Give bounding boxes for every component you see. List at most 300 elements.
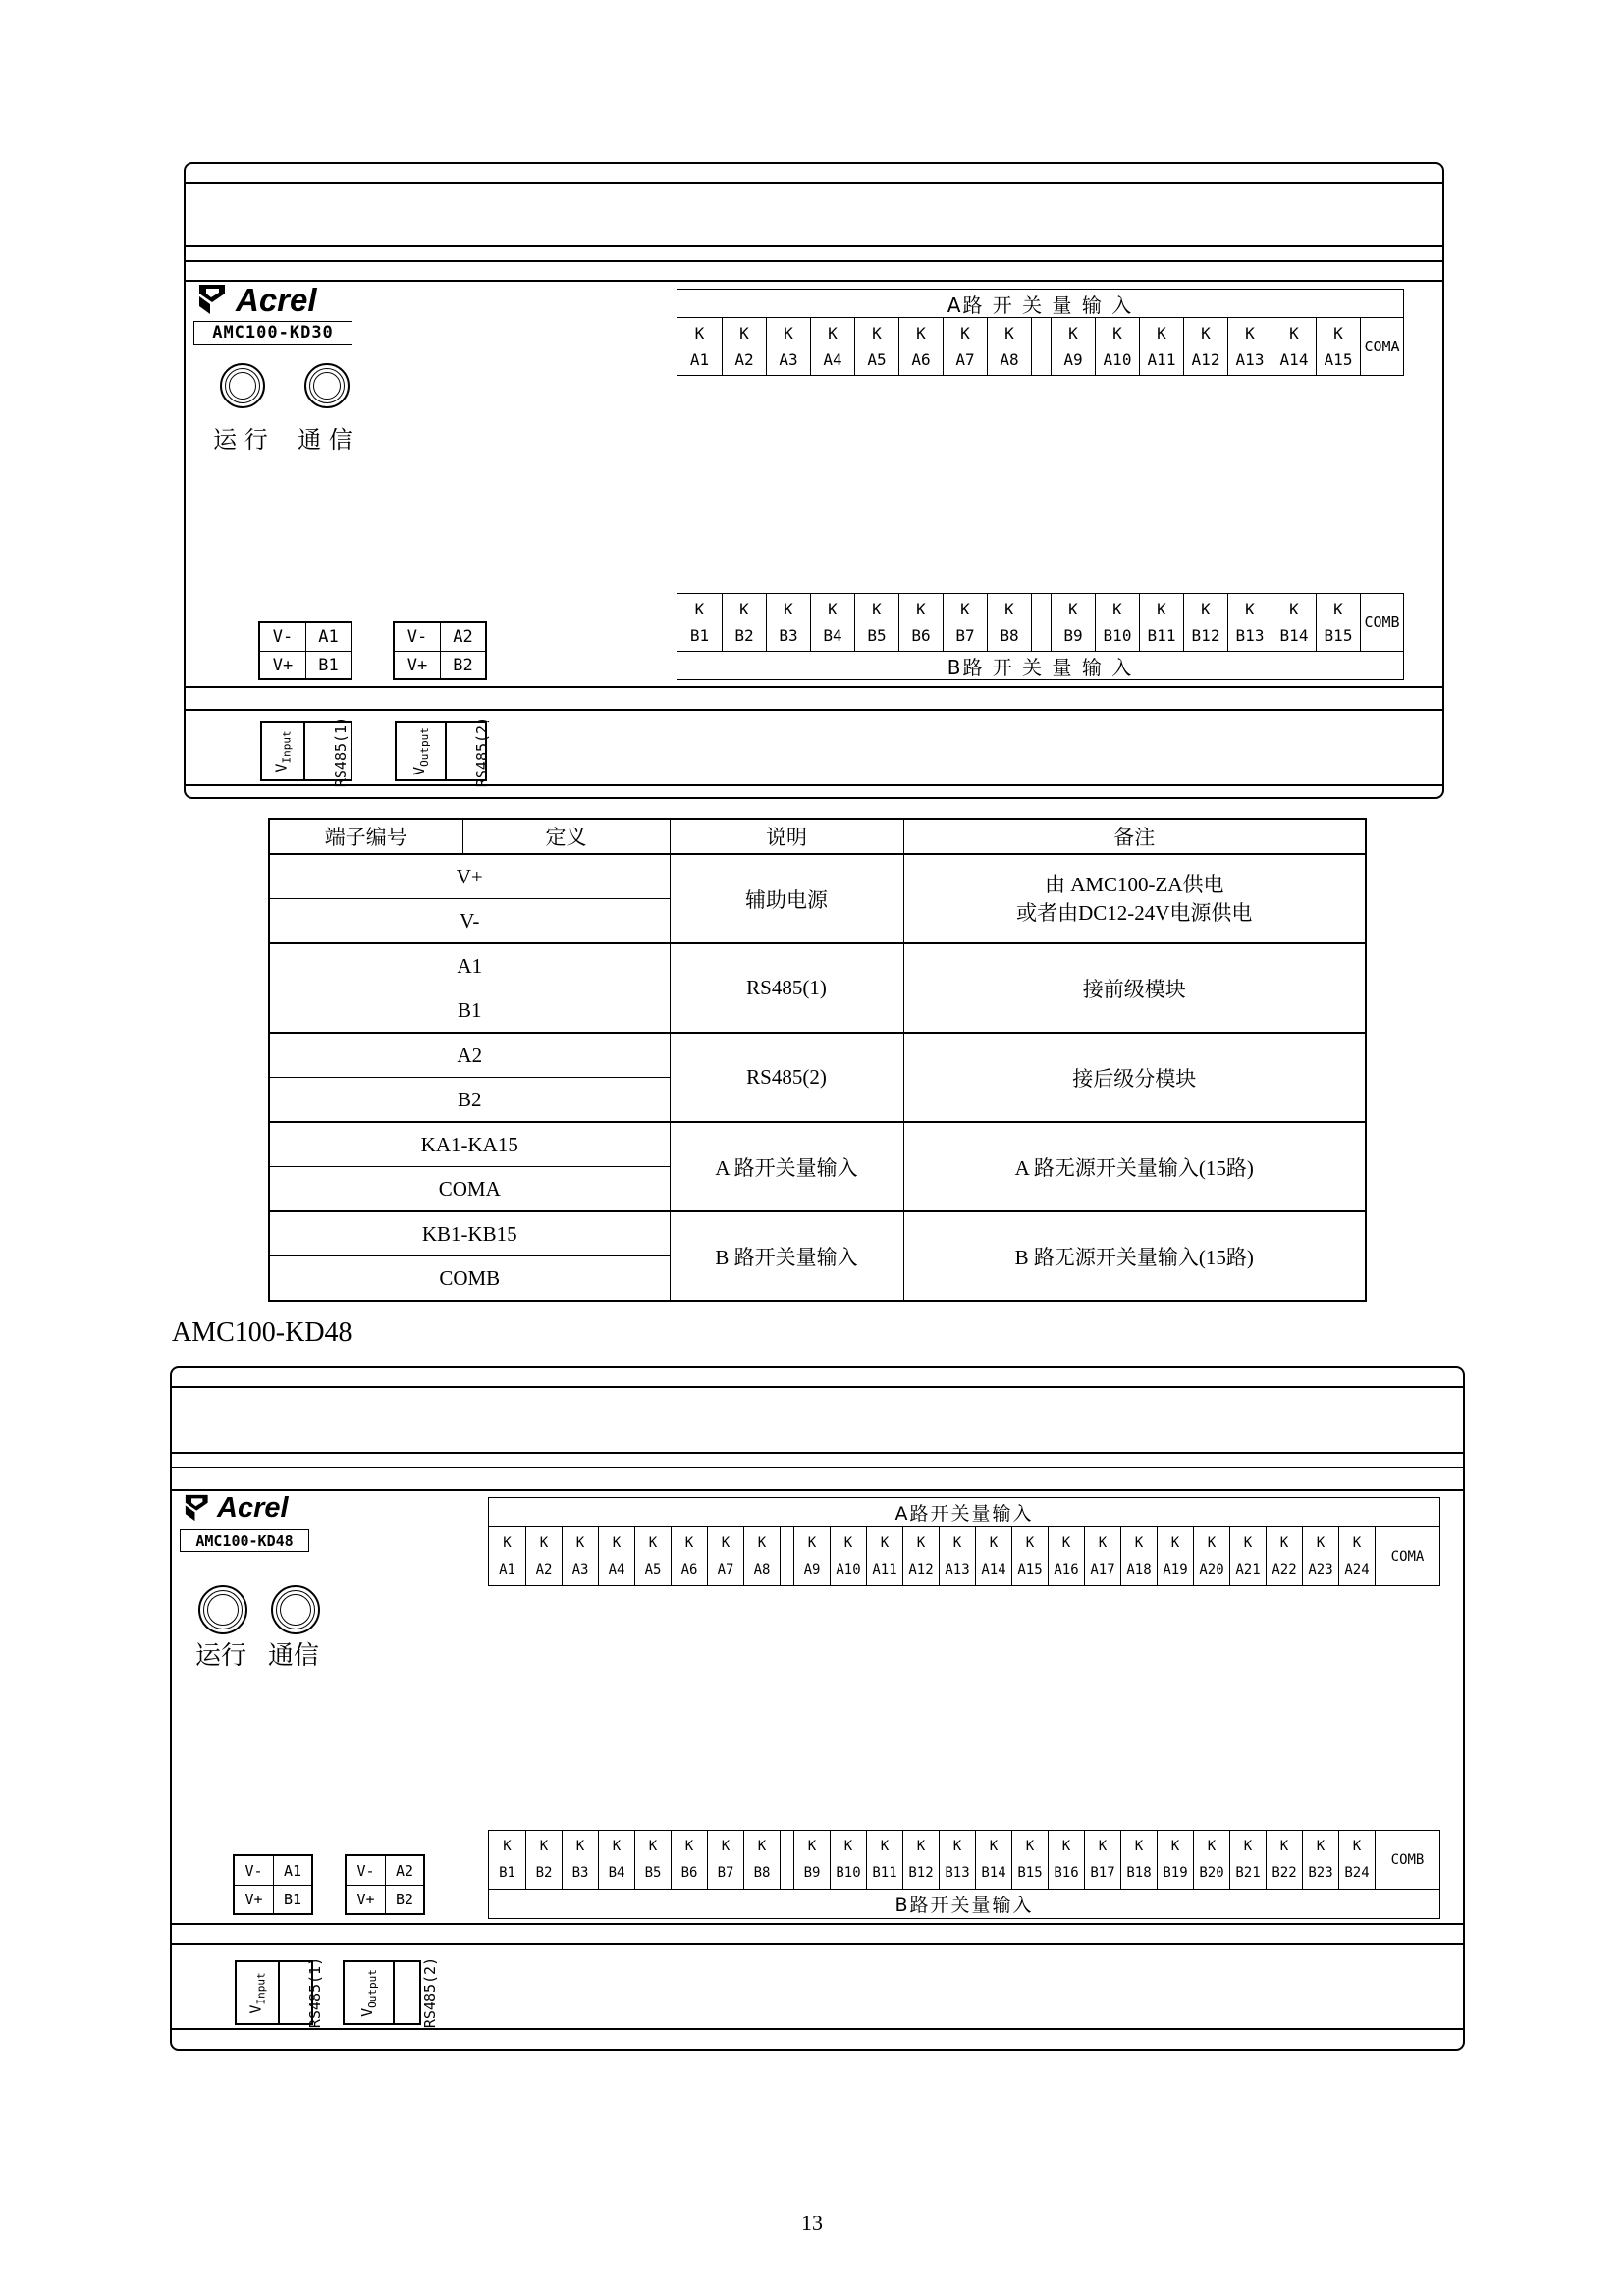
terminal-b2: B2 [440,651,485,678]
channel-label: A6 [911,350,931,369]
terminal-cell-b6 [898,594,943,651]
v-input-label: $V_{Input}$ [272,730,294,773]
channel-label: B19 [1163,1865,1188,1882]
terminal-cell-b12 [902,1831,939,1889]
terminal-v-minus: V- [244,1861,263,1880]
run-led-icon [220,363,265,408]
port-box-1 [235,1956,325,2029]
terminal-cell-a13 [1227,318,1272,375]
divider-line [172,1452,1463,1454]
table-row [269,854,1366,899]
terminal-cell-a4 [598,1527,634,1585]
table-row [269,1211,1366,1256]
v-output-port [345,1962,393,2023]
k-label: K [612,1534,622,1551]
terminal-cell-a7 [707,1527,743,1585]
terminal-cell-b12 [1183,594,1227,651]
acrel-logo-icon [197,284,231,315]
terminal-v-plus: V+ [395,651,440,678]
v-output-label: $V_{Output}$ [409,727,431,775]
channel-label: B7 [955,626,975,645]
channel-label: A7 [717,1562,734,1578]
k-label: K [960,600,970,618]
channel-label: B24 [1344,1865,1370,1882]
channel-label: B10 [1103,626,1132,645]
k-label: K [1279,1838,1289,1854]
terminal-cell-a19 [1157,1527,1193,1585]
terminal-cell-b15 [1316,594,1360,651]
divider-line [172,1943,1463,1945]
model-label: AMC100-KD30 [193,321,352,345]
remark-cell: 接后级分模块 [903,1033,1366,1122]
k-label: K [1243,1534,1253,1551]
port-box-1 [260,716,352,787]
k-label: K [1025,1838,1035,1854]
k-label: K [880,1534,890,1551]
terminal-cell-b9 [1051,594,1095,651]
channel-label: B21 [1235,1865,1261,1882]
divider-line [186,260,1442,262]
k-label: K [916,324,926,343]
channel-label: B4 [823,626,842,645]
k-label: K [828,600,838,618]
terminal-cell-b6 [671,1831,707,1889]
section-label: AMC100-KD48 [172,1317,352,1348]
k-label: K [1352,1838,1362,1854]
terminal-gap [780,1831,793,1889]
terminal-cell-a7 [943,318,987,375]
block-b-terminals [488,1830,1440,1890]
terminal-cell-a20 [1193,1527,1229,1585]
k-label: K [1004,324,1014,343]
k-label: K [1316,1838,1326,1854]
rs485-2-label: RS485(2) [420,1956,439,2029]
port-box-2 [343,1956,439,2029]
model-label: AMC100-KD48 [180,1529,309,1552]
channel-label: A22 [1272,1562,1297,1578]
k-label: K [721,1534,731,1551]
channel-label: A21 [1235,1562,1261,1578]
terminal-b2: B2 [385,1885,423,1913]
input-block-b [677,593,1404,680]
k-label: K [1157,324,1166,343]
k-label: K [1201,324,1211,343]
terminal-cell-b11 [866,1831,902,1889]
channel-label: B1 [689,626,710,645]
terminal-cell-a11 [1139,318,1183,375]
k-label: K [503,1534,512,1551]
terminal-cell-a4 [810,318,854,375]
k-label: K [916,1534,926,1551]
terminal-cell-a23 [1302,1527,1338,1585]
terminal-cell-a10 [830,1527,866,1585]
divider-line [186,709,1442,711]
divider-line [172,1467,1463,1468]
com-terminal-cell: COMB [1360,594,1403,651]
terminal-cell-b16 [1048,1831,1084,1889]
comm-led-icon [304,363,350,408]
channel-label: B13 [945,1865,970,1882]
terminal-a1: A1 [273,1856,311,1885]
rs485-2-label: RS485(2) [472,716,491,787]
comm-led-label: 通 信 [298,426,352,454]
channel-label: B1 [499,1865,515,1882]
channel-label: B5 [867,626,887,645]
divider-line [172,1489,1463,1491]
terminal-cell-b3 [562,1831,598,1889]
terminal-cell-b10 [830,1831,866,1889]
k-label: K [1061,1838,1071,1854]
channel-label: A23 [1308,1562,1333,1578]
remark-cell: 接前级模块 [903,943,1366,1033]
description-cell: RS485(1) [670,943,903,1033]
terminal-cell-b13 [1227,594,1272,651]
channel-label: A24 [1344,1562,1370,1578]
terminal-cell: V- [269,899,670,944]
block-b-terminals [677,593,1404,652]
k-label: K [916,1838,926,1854]
terminal-cell-a10 [1095,318,1139,375]
com-terminal-cell: COMA [1375,1527,1439,1585]
k-label: K [1289,324,1299,343]
channel-label: A5 [644,1562,662,1578]
channel-label: B9 [1063,626,1083,645]
description-cell: B 路开关量输入 [670,1211,903,1301]
led-ring [229,372,256,400]
channel-label: B15 [1324,626,1353,645]
remark-line: 或者由DC12-24V电源供电 [1016,900,1253,925]
terminal-cell-a18 [1120,1527,1157,1585]
channel-label: A8 [753,1562,771,1578]
brand-name: Acrel [217,1492,289,1523]
terminal-cell-b9 [793,1831,830,1889]
channel-label: B2 [734,626,754,645]
channel-label: A11 [872,1562,897,1578]
terminal-cell-a21 [1229,1527,1266,1585]
terminal-cell-b19 [1157,1831,1193,1889]
k-label: K [807,1838,817,1854]
terminal-cell-b17 [1084,1831,1120,1889]
divider-line [186,686,1442,688]
terminal-cell-b2 [525,1831,562,1889]
device-panel-amc100-kd48 [170,1366,1465,2051]
k-label: K [1170,1838,1180,1854]
terminal-cell-b24 [1338,1831,1375,1889]
k-label: K [843,1838,853,1854]
terminal-cell-b18 [1120,1831,1157,1889]
terminal-cell-a24 [1338,1527,1375,1585]
terminal-cell-b10 [1095,594,1139,651]
channel-label: B13 [1235,626,1265,645]
table-row [269,943,1366,988]
input-block-a [677,289,1404,376]
col-definition: 定义 [462,819,670,854]
terminal-cell-b15 [1011,1831,1048,1889]
channel-label: B16 [1054,1865,1079,1882]
terminal-cell-a6 [898,318,943,375]
terminal-cell-a14 [975,1527,1011,1585]
terminal-cell-b3 [766,594,810,651]
terminal-cell-b14 [975,1831,1011,1889]
terminal-cell: KA1-KA15 [269,1122,670,1167]
divider-line [186,245,1442,247]
k-label: K [739,600,749,618]
power-terminal-block-1 [233,1854,313,1915]
terminal-cell-a17 [1084,1527,1120,1585]
k-label: K [880,1838,890,1854]
block-a-terminals [488,1527,1440,1586]
channel-label: A13 [945,1562,970,1578]
k-label: K [960,324,970,343]
k-label: K [952,1838,962,1854]
channel-label: A1 [499,1562,515,1578]
k-label: K [1112,600,1122,618]
terminal-cell-b4 [810,594,854,651]
v-input-label: $V_{Input}$ [246,1971,268,2014]
terminal-cell-a11 [866,1527,902,1585]
channel-label: A4 [608,1562,625,1578]
run-led-label: 运行 [194,1641,246,1671]
col-terminal-number: 端子编号 [269,819,462,854]
terminal-cell-a14 [1272,318,1316,375]
k-label: K [648,1838,658,1854]
device-panel-amc100-kd30 [184,162,1444,799]
channel-label: B10 [836,1865,861,1882]
k-label: K [1112,324,1122,343]
terminal-cell-a13 [939,1527,975,1585]
k-label: K [916,600,926,618]
terminal-cell: KB1-KB15 [269,1211,670,1256]
terminal-cell-a5 [634,1527,671,1585]
divider-line [186,784,1442,786]
remark-cell: A 路无源开关量输入(15路) [903,1122,1366,1211]
k-label: K [1245,600,1255,618]
k-label: K [612,1838,622,1854]
power-terminal-block-2 [345,1854,425,1915]
channel-label: A11 [1147,350,1176,369]
rs485-2-port [393,1956,465,2029]
channel-label: A19 [1163,1562,1188,1578]
terminal-v-minus: V- [356,1861,375,1880]
rs485-1-port [278,1956,351,2029]
v-output-port [397,723,445,779]
channel-label: B6 [911,626,931,645]
terminal-cell-a6 [671,1527,707,1585]
k-label: K [1289,600,1299,618]
block-b-title: B路开关量输入 [488,1890,1440,1919]
divider-line [172,2028,1463,2030]
channel-label: A14 [1279,350,1309,369]
channel-label: A4 [823,350,842,369]
channel-label: B14 [1279,626,1309,645]
terminal-v-minus: V- [406,627,428,647]
terminal-cell-a5 [854,318,898,375]
com-terminal-cell: COMB [1375,1831,1439,1889]
k-label: K [503,1838,512,1854]
brand-name: Acrel [236,282,317,318]
k-label: K [1207,1534,1217,1551]
k-label: K [1134,1534,1144,1551]
k-label: K [1201,600,1211,618]
k-label: K [989,1534,999,1551]
description-cell: RS485(2) [670,1033,903,1122]
block-a-terminals [677,318,1404,376]
k-label: K [1170,1534,1180,1551]
input-block-a [488,1497,1440,1586]
divider-line [186,280,1442,282]
terminal-cell: A1 [269,943,670,988]
terminal-cell-a12 [1183,318,1227,375]
channel-label: A9 [803,1562,821,1578]
channel-label: B14 [981,1865,1006,1882]
rs485-2-port [445,716,517,787]
channel-label: B7 [717,1865,734,1882]
v-input-port [262,723,303,779]
terminal-cell-b1 [489,1831,525,1889]
channel-label: B9 [803,1865,821,1882]
page-number: 13 [801,2211,823,2235]
description-cell: A 路开关量输入 [670,1122,903,1211]
table-row [269,1122,1366,1167]
k-label: K [539,1534,549,1551]
terminal-cell-b11 [1139,594,1183,651]
channel-label: A3 [779,350,798,369]
terminal-cell-b5 [854,594,898,651]
terminal-cell: COMA [269,1167,670,1212]
k-label: K [952,1534,962,1551]
divider-line [172,1386,1463,1388]
k-label: K [1068,600,1078,618]
terminal-cell-b8 [987,594,1031,651]
k-label: K [694,600,705,618]
channel-label: A10 [1103,350,1132,369]
run-led-icon [198,1585,247,1634]
terminal-cell-b5 [634,1831,671,1889]
channel-label: B11 [872,1865,897,1882]
channel-label: A3 [571,1562,589,1578]
port-box-2 [395,716,491,787]
k-label: K [1352,1534,1362,1551]
channel-label: B20 [1199,1865,1224,1882]
terminal-v-plus: V+ [347,1885,385,1913]
channel-label: B15 [1017,1865,1043,1882]
divider-line [186,182,1442,184]
terminal-cell-b1 [677,594,722,651]
k-label: K [739,324,749,343]
k-label: K [721,1838,731,1854]
terminal-cell-a1 [489,1527,525,1585]
brand-row [197,284,317,316]
channel-label: A7 [955,350,975,369]
table-header-row [269,819,1366,854]
terminal-b1: B1 [273,1885,311,1913]
channel-label: B12 [1191,626,1220,645]
remark-line: 由 AMC100-ZA供电 [1044,873,1224,897]
terminal-cell-a22 [1266,1527,1302,1585]
k-label: K [1134,1838,1144,1854]
channel-label: A17 [1090,1562,1115,1578]
channel-label: B8 [1000,626,1019,645]
terminal-cell-b13 [939,1831,975,1889]
channel-label: B4 [608,1865,625,1882]
k-label: K [784,324,793,343]
description-cell: 辅助电源 [670,854,903,943]
k-label: K [684,1838,694,1854]
terminal-gap [780,1527,793,1585]
k-label: K [1098,1838,1108,1854]
v-input-port [237,1962,278,2023]
terminal-cell-a15 [1011,1527,1048,1585]
terminal-v-minus: V- [272,627,294,647]
k-label: K [989,1838,999,1854]
power-terminal-block-1 [258,621,352,680]
terminal-cell-a9 [1051,318,1095,375]
k-label: K [828,324,838,343]
terminal-cell-b14 [1272,594,1316,651]
k-label: K [872,600,882,618]
k-label: K [1279,1534,1289,1551]
terminal-cell-b7 [707,1831,743,1889]
col-description: 说明 [670,819,903,854]
terminal-cell-a9 [793,1527,830,1585]
channel-label: A2 [535,1562,553,1578]
com-terminal-cell: COMA [1360,318,1403,375]
terminal-cell: B2 [269,1078,670,1123]
channel-label: A18 [1126,1562,1152,1578]
rs485-1-label: RS485(1) [332,716,351,787]
terminal-cell-b21 [1229,1831,1266,1889]
k-label: K [784,600,793,618]
terminal-cell: B1 [269,988,670,1034]
k-label: K [843,1534,853,1551]
terminal-a2: A2 [385,1856,423,1885]
brand-row [184,1494,289,1522]
remark-cell: B 路无源开关量输入(15路) [903,1211,1366,1301]
terminal-cell-a12 [902,1527,939,1585]
terminal-b1: B1 [305,651,351,678]
terminal-cell-b2 [722,594,766,651]
terminal-a1: A1 [305,623,351,651]
terminal-cell-b7 [943,594,987,651]
k-label: K [1004,600,1014,618]
table-row [269,1033,1366,1078]
terminal-cell-b4 [598,1831,634,1889]
terminal-cell-a1 [677,318,722,375]
k-label: K [1207,1838,1217,1854]
channel-label: A10 [836,1562,861,1578]
k-label: K [1333,600,1343,618]
channel-label: B8 [753,1865,771,1882]
k-label: K [757,1838,767,1854]
channel-label: A1 [689,350,710,369]
channel-label: A16 [1054,1562,1079,1578]
k-label: K [575,1838,585,1854]
k-label: K [757,1534,767,1551]
terminal-cell-a2 [722,318,766,375]
terminal-cell: COMB [269,1256,670,1302]
k-label: K [575,1534,585,1551]
channel-label: B5 [644,1865,662,1882]
channel-label: A5 [867,350,887,369]
terminal-a2: A2 [440,623,485,651]
k-label: K [539,1838,549,1854]
channel-label: B3 [779,626,798,645]
terminal-gap [1031,594,1051,651]
terminal-cell-b23 [1302,1831,1338,1889]
terminal-cell-a8 [743,1527,780,1585]
channel-label: A15 [1017,1562,1043,1578]
divider-line [172,1923,1463,1925]
